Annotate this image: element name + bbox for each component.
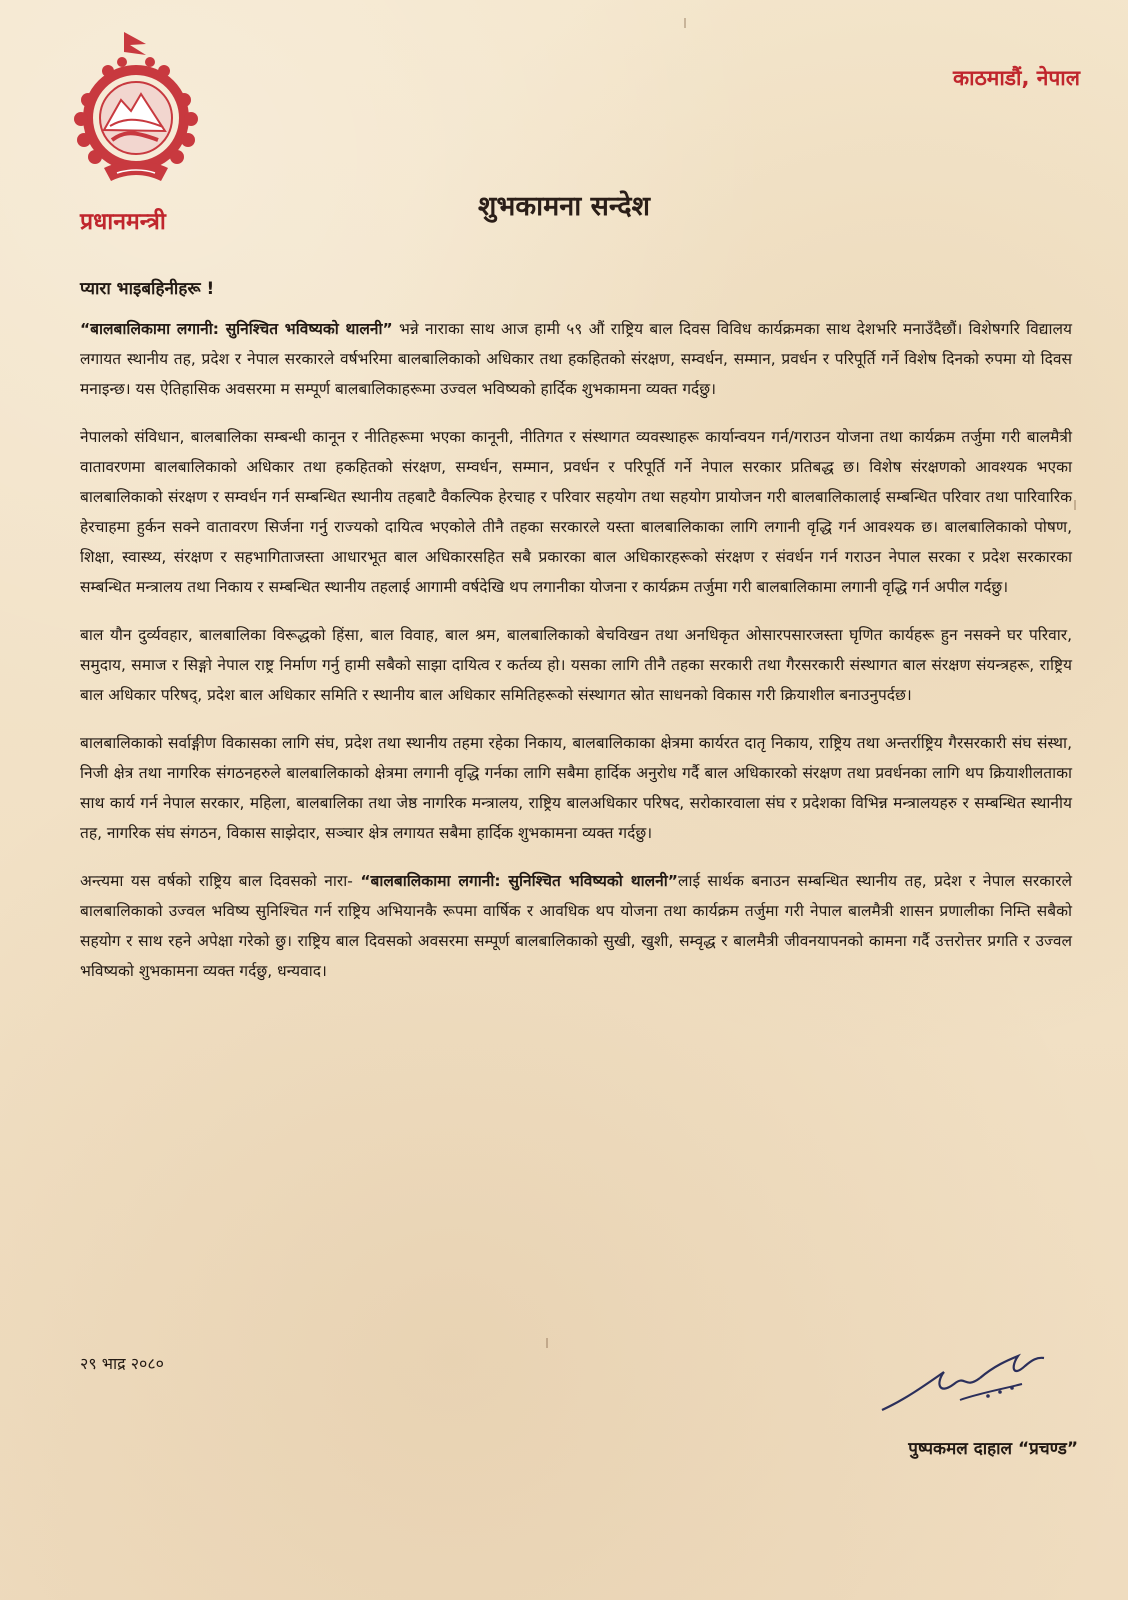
fold-mark	[546, 1338, 548, 1348]
paragraph-4: बालबालिकाको सर्वाङ्गीण विकासका लागि संघ, प्रदेश तथा स्थानीय तहमा रहेका निकाय, बालबालिकाका क्षेत्रमा कार्यरत दातृ निकाय, राष्ट्रिय तथा अन्तर्राष्ट्रिय गैरसरकारी संघ संस्था, निजी क्षेत्र तथा नागरिक संगठनहरुले बालबालिकाको क्षेत्रमा लगानी वृद्धि गर्नका लागि सबैमा हार्दिक अनुरोध गर्दै बाल अधिकारको संरक्षण तथा प्रवर्धनका लागि थप क्रियाशीलताका साथ कार्य गर्न नेपाल सरकार, महिला, बालबालिका तथा जेष्ठ नागरिक मन्त्रालय, राष्ट्रिय बालअधिकार परिषद, सरोकारवाला संघ र प्रदेशका विभिन्न मन्त्रालयहरु र सम्बन्धित स्थानीय तह, नागरिक संघ संगठन, विकास साझेदार, सञ्चार क्षेत्र लगायत सबैमा हार्दिक शुभकामना व्यक्त गर्दछु।	[80, 734, 1072, 842]
signature-icon	[862, 1338, 1058, 1430]
paragraph-3: बाल यौन दुर्व्यवहार, बालबालिका विरूद्धको हिंसा, बाल विवाह, बाल श्रम, बालबालिकाको बेचविखन तथा अनधिकृत ओसारपसारजस्ता घृणित कार्यहरू हुन नसक्ने घर परिवार, समुदाय, समाज र सिङ्गो नेपाल राष्ट्र निर्माण गर्नु हामी सबैको साझा दायित्व र कर्तव्य हो। यसका लागि तीनै तहका सरकारी तथा गैरसरकारी संस्थागत बाल संरक्षण संयन्त्रहरू, राष्ट्रिय बाल अधिकार परिषद्, प्रदेश बाल अधिकार समिति र स्थानीय बाल अधिकार समितिहरूको संस्थागत स्रोत साधनको विकास गरी क्रियाशील बनाउनुपर्दछ।	[80, 626, 1072, 704]
paragraph-1-text: भन्ने नाराका साथ आज हामी ५९ औं राष्ट्रिय बाल दिवस विविध कार्यक्रमका साथ देशभरि मनाउँदैछौं। विशेषगरि विद्यालय लगायत स्थानीय तह, प्रदेश र नेपाल सरकारले वर्षभरिमा बालबालिकाको अधिकार तथा हकहितको संरक्षण, सम्वर्धन, सम्मान, प्रवर्धन र परिपूर्ति गर्ने विशेष दिनको रुपमा यो दिवस मनाइन्छ। यस ऐतिहासिक अवसरमा म सम्पूर्ण बालबालिकाहरूमा उज्वल भविष्यको हार्दिक शुभकामना व्यक्त गर्दछु।	[80, 320, 1072, 398]
nepal-emblem-icon	[64, 28, 209, 196]
slogan-text-repeat: “बालबालिकामा लगानी: सुनिश्चित भविष्यको थालनी”	[360, 872, 678, 890]
fold-mark	[684, 18, 686, 28]
paragraph-5-after: लाई सार्थक बनाउन सम्बन्धित स्थानीय तह, प्रदेश र नेपाल सरकारले बालबालिकाको उज्वल भविष्य सुनिश्चित गर्न राष्ट्रिय अभियानकै रूपमा वार्षिक र आवधिक थप योजना तथा कार्यक्रम तर्जुमा गरी नेपाल बालमैत्री शासन प्रणालीका निम्ति सबैको सहयोग र साथ रहने अपेक्षा गरेको छु। राष्ट्रिय बाल दिवसको अवसरमा सम्पूर्ण बालबालिकाको सुखी, खुशी, सम्वृद्ध र बालमैत्री जीवनयापनको कामना गर्दै उत्तरोत्तर प्रगति र उज्वल भविष्यको शुभकामना व्यक्त गर्दछु, धन्यवाद।	[80, 872, 1072, 980]
office-title: प्रधानमन्त्री	[80, 209, 166, 235]
paragraph-5	[80, 866, 1072, 986]
signer-name: पुष्पकमल दाहाल “प्रचण्ड”	[908, 1439, 1078, 1459]
page-title: शुभकामना सन्देश	[478, 191, 650, 222]
place-label: काठमाडौं, नेपाल	[953, 66, 1080, 90]
salutation: प्यारा भाइबहिनीहरू !	[80, 279, 215, 299]
slogan-text: “बालबालिकामा लगानी: सुनिश्चित भविष्यको थालनी”	[80, 320, 393, 338]
paragraph-2: नेपालको संविधान, बालबालिका सम्बन्धी कानून र नीतिहरूमा भएका कानूनी, नीतिगत र संस्थागत व्यवस्थाहरू कार्यान्वयन गर्न/गराउन योजना तथा कार्यक्रम तर्जुमा गरी बालमैत्री वातावरणमा बालबालिकाको अधिकार तथा हकहितको संरक्षण, सम्वर्धन, सम्मान, प्रवर्धन र परिपूर्ति गर्ने नेपाल सरकार प्रतिबद्ध छ। विशेष संरक्षणको आवश्यक भएका बालबालिकाको संरक्षण र सम्वर्धन गर्न सम्बन्धित स्थानीय तहबाटै वैकल्पिक हेरचाह र परिवार सहयोग तथा सहयोग प्रायोजन गरी बालबालिकालाई सम्बन्धित परिवार तथा पारिवारिक हेरचाहमा हुर्कन सक्ने वातावरण सिर्जना गर्नु राज्यको दायित्व भएकोले तीनै तहका सरकारले यस्ता बालबालिकाका लागि लगानी वृद्धि गर्न आवश्यक छ। बालबालिकाको पोषण, शिक्षा, स्वास्थ्य, संरक्षण र सहभागिताजस्ता आधारभूत बाल अधिकारसहित सबै प्रकारका बाल अधिकारहरूको संरक्षण र संवर्धन गर्न गराउन नेपाल सरका र प्रदेश सरकारका सम्बन्धित मन्त्रालय तथा निकाय र सम्बन्धित स्थानीय तहलाई आगामी वर्षदेखि थप लगानीका योजना र कार्यक्रम तर्जुमा गरी बालबालिकामा लगानी वृद्धि गर्न अपील गर्दछु।	[80, 428, 1072, 596]
letter-date: २९ भाद्र २०८०	[80, 1354, 164, 1373]
letter-body	[80, 314, 1072, 1004]
paragraph-5-before: अन्त्यमा यस वर्षको राष्ट्रिय बाल दिवसको नारा-	[80, 872, 361, 890]
paragraph-1	[80, 314, 1072, 404]
fold-mark	[1074, 500, 1076, 510]
